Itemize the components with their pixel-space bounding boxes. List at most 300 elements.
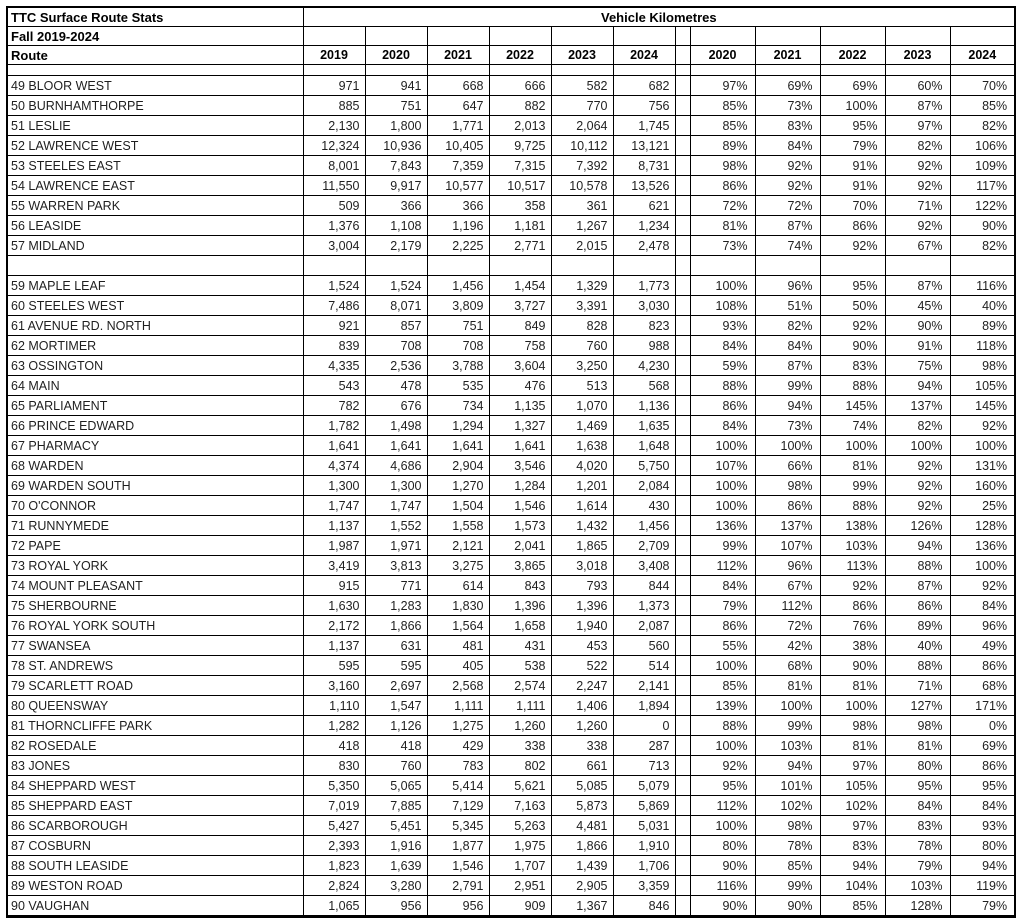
route-name-cell: 63 OSSINGTON (7, 356, 303, 376)
value-cell-2022: 1,573 (489, 516, 551, 536)
pct-cell-2021 (755, 256, 820, 276)
table-row (7, 816, 1015, 836)
value-cell-2024: 568 (613, 376, 675, 396)
empty-cell (365, 27, 427, 46)
table-row (7, 136, 1015, 156)
pct-cell-2021: 94% (755, 396, 820, 416)
empty-cell (489, 27, 551, 46)
spacer-cell (675, 476, 690, 496)
value-cell-2020: 1,498 (365, 416, 427, 436)
value-cell-2021: 10,577 (427, 176, 489, 196)
route-name-cell: 55 WARREN PARK (7, 196, 303, 216)
pct-cell-2022: 90% (820, 336, 885, 356)
value-cell-2019: 1,137 (303, 636, 365, 656)
pct-cell-2023: 75% (885, 356, 950, 376)
pct-cell-2023: 87% (885, 276, 950, 296)
pct-cell-2023: 67% (885, 236, 950, 256)
value-cell-2019: 4,374 (303, 456, 365, 476)
value-cell-2021: 708 (427, 336, 489, 356)
pct-cell-2022: 113% (820, 556, 885, 576)
value-cell-2022: 1,975 (489, 836, 551, 856)
pct-cell-2024: 98% (950, 356, 1015, 376)
value-cell-2024: 621 (613, 196, 675, 216)
pct-cell-2024: 0% (950, 716, 1015, 736)
pct-cell-2023: 128% (885, 896, 950, 917)
spacer-cell (675, 256, 690, 276)
spacer-cell (675, 156, 690, 176)
value-cell-2022: 1,641 (489, 436, 551, 456)
value-cell-2019: 2,393 (303, 836, 365, 856)
spacer-cell (675, 876, 690, 896)
pct-cell-2020: 100% (690, 436, 755, 456)
value-cell-2019: 830 (303, 756, 365, 776)
pct-cell-2022: 138% (820, 516, 885, 536)
pct-cell-2020: 85% (690, 116, 755, 136)
spacer-cell (675, 136, 690, 156)
value-cell-2023 (551, 65, 613, 76)
pct-cell-2022: 95% (820, 116, 885, 136)
value-cell-2023: 1,201 (551, 476, 613, 496)
pct-cell-2020: 112% (690, 556, 755, 576)
pct-cell-2020: 72% (690, 196, 755, 216)
pct-cell-2021: 94% (755, 756, 820, 776)
pct-cell-2024: 100% (950, 556, 1015, 576)
pct-cell-2024: 69% (950, 736, 1015, 756)
value-cell-2020: 708 (365, 336, 427, 356)
pct-cell-2024: 90% (950, 216, 1015, 236)
pct-cell-2020: 90% (690, 896, 755, 917)
pct-cell-2023: 94% (885, 376, 950, 396)
value-cell-2021: 10,405 (427, 136, 489, 156)
pct-cell-2020: 55% (690, 636, 755, 656)
value-cell-2024: 287 (613, 736, 675, 756)
spacer-cell (675, 636, 690, 656)
value-cell-2021: 1,111 (427, 696, 489, 716)
value-cell-2022: 1,284 (489, 476, 551, 496)
pct-cell-2021: 100% (755, 436, 820, 456)
pct-cell-2023: 92% (885, 456, 950, 476)
value-cell-2020: 595 (365, 656, 427, 676)
value-cell-2020: 1,552 (365, 516, 427, 536)
value-cell-2021: 3,275 (427, 556, 489, 576)
spacer-cell (675, 536, 690, 556)
pct-cell-2023: 81% (885, 736, 950, 756)
table-body (7, 65, 1015, 917)
value-cell-2023: 2,064 (551, 116, 613, 136)
route-name-cell: 90 VAUGHAN (7, 896, 303, 917)
value-cell-2020: 1,300 (365, 476, 427, 496)
value-cell-2020: 7,843 (365, 156, 427, 176)
value-cell-2021: 7,129 (427, 796, 489, 816)
pct-cell-2024: 86% (950, 656, 1015, 676)
value-cell-2022: 1,181 (489, 216, 551, 236)
table-row (7, 576, 1015, 596)
table-row (7, 276, 1015, 296)
pct-cell-2021 (755, 65, 820, 76)
pct-year-header-2024: 2024 (950, 46, 1015, 65)
value-cell-2024: 514 (613, 656, 675, 676)
spacer-cell (675, 236, 690, 256)
pct-cell-2024: 89% (950, 316, 1015, 336)
empty-cell (303, 27, 365, 46)
value-cell-2021 (427, 256, 489, 276)
value-cell-2022: 802 (489, 756, 551, 776)
spacer-cell (675, 576, 690, 596)
pct-cell-2020: 100% (690, 656, 755, 676)
value-cell-2022: 7,163 (489, 796, 551, 816)
value-cell-2019: 839 (303, 336, 365, 356)
pct-cell-2022: 92% (820, 576, 885, 596)
pct-cell-2024: 70% (950, 76, 1015, 96)
value-cell-2023 (551, 256, 613, 276)
pct-cell-2024: 95% (950, 776, 1015, 796)
pct-cell-2023: 79% (885, 856, 950, 876)
value-cell-2023: 361 (551, 196, 613, 216)
value-cell-2019: 782 (303, 396, 365, 416)
value-cell-2019: 1,641 (303, 436, 365, 456)
value-cell-2021: 1,830 (427, 596, 489, 616)
title-row (7, 7, 1015, 27)
value-cell-2023: 1,865 (551, 536, 613, 556)
table-row (7, 296, 1015, 316)
value-cell-2022: 1,454 (489, 276, 551, 296)
value-cell-2020: 1,639 (365, 856, 427, 876)
spacer-cell (675, 96, 690, 116)
pct-cell-2023: 45% (885, 296, 950, 316)
route-name-cell: 79 SCARLETT ROAD (7, 676, 303, 696)
pct-year-header-2020: 2020 (690, 46, 755, 65)
pct-cell-2021: 87% (755, 216, 820, 236)
value-cell-2021: 3,809 (427, 296, 489, 316)
pct-cell-2024: 122% (950, 196, 1015, 216)
pct-cell-2022: 105% (820, 776, 885, 796)
pct-cell-2023 (885, 65, 950, 76)
pct-cell-2022: 79% (820, 136, 885, 156)
value-cell-2024: 1,373 (613, 596, 675, 616)
pct-cell-2023: 92% (885, 476, 950, 496)
pct-cell-2023: 40% (885, 636, 950, 656)
value-cell-2024: 13,121 (613, 136, 675, 156)
value-cell-2024: 844 (613, 576, 675, 596)
value-cell-2019: 3,419 (303, 556, 365, 576)
value-cell-2020: 10,936 (365, 136, 427, 156)
route-name-cell: 83 JONES (7, 756, 303, 776)
pct-cell-2020: 59% (690, 356, 755, 376)
pct-cell-2020: 84% (690, 416, 755, 436)
pct-cell-2021: 90% (755, 896, 820, 917)
value-cell-2022: 1,260 (489, 716, 551, 736)
pct-cell-2021: 72% (755, 616, 820, 636)
value-cell-2021: 1,771 (427, 116, 489, 136)
value-cell-2024: 1,456 (613, 516, 675, 536)
value-cell-2020: 366 (365, 196, 427, 216)
table-row (7, 316, 1015, 336)
value-cell-2024: 5,869 (613, 796, 675, 816)
value-cell-2020: 1,916 (365, 836, 427, 856)
route-column-header: Route (7, 46, 303, 65)
value-cell-2023: 5,085 (551, 776, 613, 796)
route-stats-table (6, 6, 1016, 918)
value-cell-2022: 3,604 (489, 356, 551, 376)
pct-cell-2020: 100% (690, 816, 755, 836)
value-cell-2023: 1,267 (551, 216, 613, 236)
table-header (7, 7, 1015, 65)
value-cell-2019: 2,824 (303, 876, 365, 896)
spacer-cell (675, 216, 690, 236)
value-cell-2020: 1,283 (365, 596, 427, 616)
pct-cell-2021: 69% (755, 76, 820, 96)
route-name-cell: 65 PARLIAMENT (7, 396, 303, 416)
table-row (7, 736, 1015, 756)
pct-cell-2021: 112% (755, 596, 820, 616)
value-cell-2022: 5,621 (489, 776, 551, 796)
pct-cell-2021: 84% (755, 136, 820, 156)
pct-cell-2022: 74% (820, 416, 885, 436)
route-name-cell: 68 WARDEN (7, 456, 303, 476)
pct-cell-2024: 106% (950, 136, 1015, 156)
value-cell-2024: 2,709 (613, 536, 675, 556)
value-cell-2019: 7,486 (303, 296, 365, 316)
value-cell-2023: 1,866 (551, 836, 613, 856)
year-header-2020: 2020 (365, 46, 427, 65)
value-cell-2019: 3,004 (303, 236, 365, 256)
pct-cell-2024: 96% (950, 616, 1015, 636)
pct-cell-2024: 145% (950, 396, 1015, 416)
pct-cell-2021: 67% (755, 576, 820, 596)
pct-cell-2020: 92% (690, 756, 755, 776)
pct-cell-2021: 74% (755, 236, 820, 256)
pct-cell-2021: 96% (755, 276, 820, 296)
value-cell-2021: 1,294 (427, 416, 489, 436)
value-cell-2020: 2,179 (365, 236, 427, 256)
value-cell-2020: 2,697 (365, 676, 427, 696)
table-row (7, 856, 1015, 876)
value-cell-2024: 682 (613, 76, 675, 96)
route-name-cell: 53 STEELES EAST (7, 156, 303, 176)
table-row (7, 356, 1015, 376)
pct-cell-2024: 84% (950, 596, 1015, 616)
pct-cell-2022: 97% (820, 816, 885, 836)
value-cell-2022: 882 (489, 96, 551, 116)
value-cell-2021: 1,877 (427, 836, 489, 856)
pct-cell-2020: 112% (690, 796, 755, 816)
value-cell-2024: 430 (613, 496, 675, 516)
table-row (7, 196, 1015, 216)
table-row (7, 476, 1015, 496)
pct-cell-2023: 89% (885, 616, 950, 636)
value-cell-2022: 10,517 (489, 176, 551, 196)
pct-cell-2020: 86% (690, 616, 755, 636)
value-cell-2024: 5,750 (613, 456, 675, 476)
route-name-cell: 77 SWANSEA (7, 636, 303, 656)
value-cell-2019: 8,001 (303, 156, 365, 176)
pct-cell-2021: 100% (755, 696, 820, 716)
value-cell-2022 (489, 256, 551, 276)
spacer-cell (675, 596, 690, 616)
value-cell-2021: 668 (427, 76, 489, 96)
pct-cell-2022: 88% (820, 496, 885, 516)
value-cell-2021: 734 (427, 396, 489, 416)
pct-cell-2021: 102% (755, 796, 820, 816)
value-cell-2023: 1,432 (551, 516, 613, 536)
value-cell-2021: 1,196 (427, 216, 489, 236)
route-name-cell: 64 MAIN (7, 376, 303, 396)
table-title: TTC Surface Route Stats (7, 7, 303, 27)
value-cell-2022: 849 (489, 316, 551, 336)
spacer-cell (675, 376, 690, 396)
value-cell-2022: 666 (489, 76, 551, 96)
year-header-2023: 2023 (551, 46, 613, 65)
pct-cell-2023: 80% (885, 756, 950, 776)
route-name-cell: 59 MAPLE LEAF (7, 276, 303, 296)
pct-cell-2020: 139% (690, 696, 755, 716)
table-row (7, 176, 1015, 196)
pct-cell-2022: 97% (820, 756, 885, 776)
value-cell-2020: 941 (365, 76, 427, 96)
table-row (7, 236, 1015, 256)
value-cell-2024: 3,408 (613, 556, 675, 576)
pct-cell-2024: 117% (950, 176, 1015, 196)
value-cell-2022: 3,546 (489, 456, 551, 476)
value-cell-2023: 10,578 (551, 176, 613, 196)
spacer-cell (675, 436, 690, 456)
empty-cell (613, 27, 675, 46)
table-row (7, 396, 1015, 416)
pct-year-header-2021: 2021 (755, 46, 820, 65)
pct-cell-2024: 100% (950, 436, 1015, 456)
pct-cell-2022: 104% (820, 876, 885, 896)
value-cell-2022: 3,727 (489, 296, 551, 316)
value-cell-2020: 1,126 (365, 716, 427, 736)
spacer-cell (675, 276, 690, 296)
route-name-cell: 56 LEASIDE (7, 216, 303, 236)
route-name-cell: 61 AVENUE RD. NORTH (7, 316, 303, 336)
route-name-cell: 52 LAWRENCE WEST (7, 136, 303, 156)
value-cell-2022: 1,707 (489, 856, 551, 876)
table-row (7, 256, 1015, 276)
value-cell-2021: 7,359 (427, 156, 489, 176)
value-cell-2019: 3,160 (303, 676, 365, 696)
table-row (7, 676, 1015, 696)
value-cell-2024: 3,030 (613, 296, 675, 316)
value-cell-2019: 1,630 (303, 596, 365, 616)
value-cell-2020: 9,917 (365, 176, 427, 196)
pct-cell-2023: 82% (885, 416, 950, 436)
value-cell-2024: 560 (613, 636, 675, 656)
spacer-cell (675, 716, 690, 736)
value-cell-2020: 1,971 (365, 536, 427, 556)
empty-cell (885, 27, 950, 46)
pct-cell-2024: 131% (950, 456, 1015, 476)
value-cell-2023: 522 (551, 656, 613, 676)
table-row (7, 496, 1015, 516)
pct-cell-2024: 25% (950, 496, 1015, 516)
pct-cell-2024: 93% (950, 816, 1015, 836)
spacer-cell (675, 316, 690, 336)
spacer-cell (675, 416, 690, 436)
value-cell-2024: 1,894 (613, 696, 675, 716)
route-name-cell: 60 STEELES WEST (7, 296, 303, 316)
pct-cell-2023: 91% (885, 336, 950, 356)
pct-cell-2023: 103% (885, 876, 950, 896)
spacer-cell (675, 896, 690, 917)
table-row (7, 696, 1015, 716)
pct-cell-2022: 76% (820, 616, 885, 636)
value-cell-2019: 1,137 (303, 516, 365, 536)
value-cell-2024: 1,648 (613, 436, 675, 456)
spacer-cell (675, 336, 690, 356)
value-cell-2020: 751 (365, 96, 427, 116)
value-cell-2023: 1,396 (551, 596, 613, 616)
table-row (7, 796, 1015, 816)
value-cell-2023: 453 (551, 636, 613, 656)
spacer-cell (675, 856, 690, 876)
pct-cell-2024: 119% (950, 876, 1015, 896)
pct-cell-2023: 78% (885, 836, 950, 856)
value-cell-2023: 1,638 (551, 436, 613, 456)
table-row (7, 536, 1015, 556)
table-subtitle: Fall 2019-2024 (7, 27, 303, 46)
value-cell-2023: 760 (551, 336, 613, 356)
pct-cell-2023: 98% (885, 716, 950, 736)
value-cell-2020: 1,524 (365, 276, 427, 296)
value-cell-2020: 1,866 (365, 616, 427, 636)
table-row (7, 896, 1015, 917)
value-cell-2022: 1,135 (489, 396, 551, 416)
pct-cell-2024: 68% (950, 676, 1015, 696)
pct-cell-2021: 66% (755, 456, 820, 476)
route-name-cell: 75 SHERBOURNE (7, 596, 303, 616)
spacer-cell (675, 176, 690, 196)
value-cell-2021: 1,546 (427, 856, 489, 876)
pct-cell-2021: 42% (755, 636, 820, 656)
value-cell-2019: 1,823 (303, 856, 365, 876)
pct-cell-2023: 87% (885, 576, 950, 596)
spacer-cell (675, 736, 690, 756)
pct-cell-2024: 118% (950, 336, 1015, 356)
empty-cell (551, 27, 613, 46)
table-row (7, 376, 1015, 396)
pct-cell-2023: 100% (885, 436, 950, 456)
value-cell-2022: 431 (489, 636, 551, 656)
pct-cell-2023: 82% (885, 136, 950, 156)
value-cell-2020: 1,800 (365, 116, 427, 136)
spacer-cell (675, 556, 690, 576)
spacer-cell (675, 656, 690, 676)
pct-cell-2024: 84% (950, 796, 1015, 816)
value-cell-2024: 823 (613, 316, 675, 336)
pct-cell-2020: 98% (690, 156, 755, 176)
route-name-cell: 81 THORNCLIFFE PARK (7, 716, 303, 736)
route-name-cell: 87 COSBURN (7, 836, 303, 856)
value-cell-2019: 921 (303, 316, 365, 336)
pct-cell-2020: 97% (690, 76, 755, 96)
value-cell-2023: 582 (551, 76, 613, 96)
value-cell-2019: 1,110 (303, 696, 365, 716)
pct-cell-2020: 86% (690, 396, 755, 416)
spacer-cell (675, 396, 690, 416)
pct-cell-2022: 86% (820, 596, 885, 616)
value-cell-2024: 1,910 (613, 836, 675, 856)
pct-cell-2020 (690, 65, 755, 76)
value-cell-2022: 2,041 (489, 536, 551, 556)
pct-cell-2022: 81% (820, 676, 885, 696)
pct-cell-2023: 83% (885, 816, 950, 836)
value-cell-2020: 676 (365, 396, 427, 416)
table-row (7, 336, 1015, 356)
route-name-cell: 76 ROYAL YORK SOUTH (7, 616, 303, 636)
pct-cell-2020: 73% (690, 236, 755, 256)
